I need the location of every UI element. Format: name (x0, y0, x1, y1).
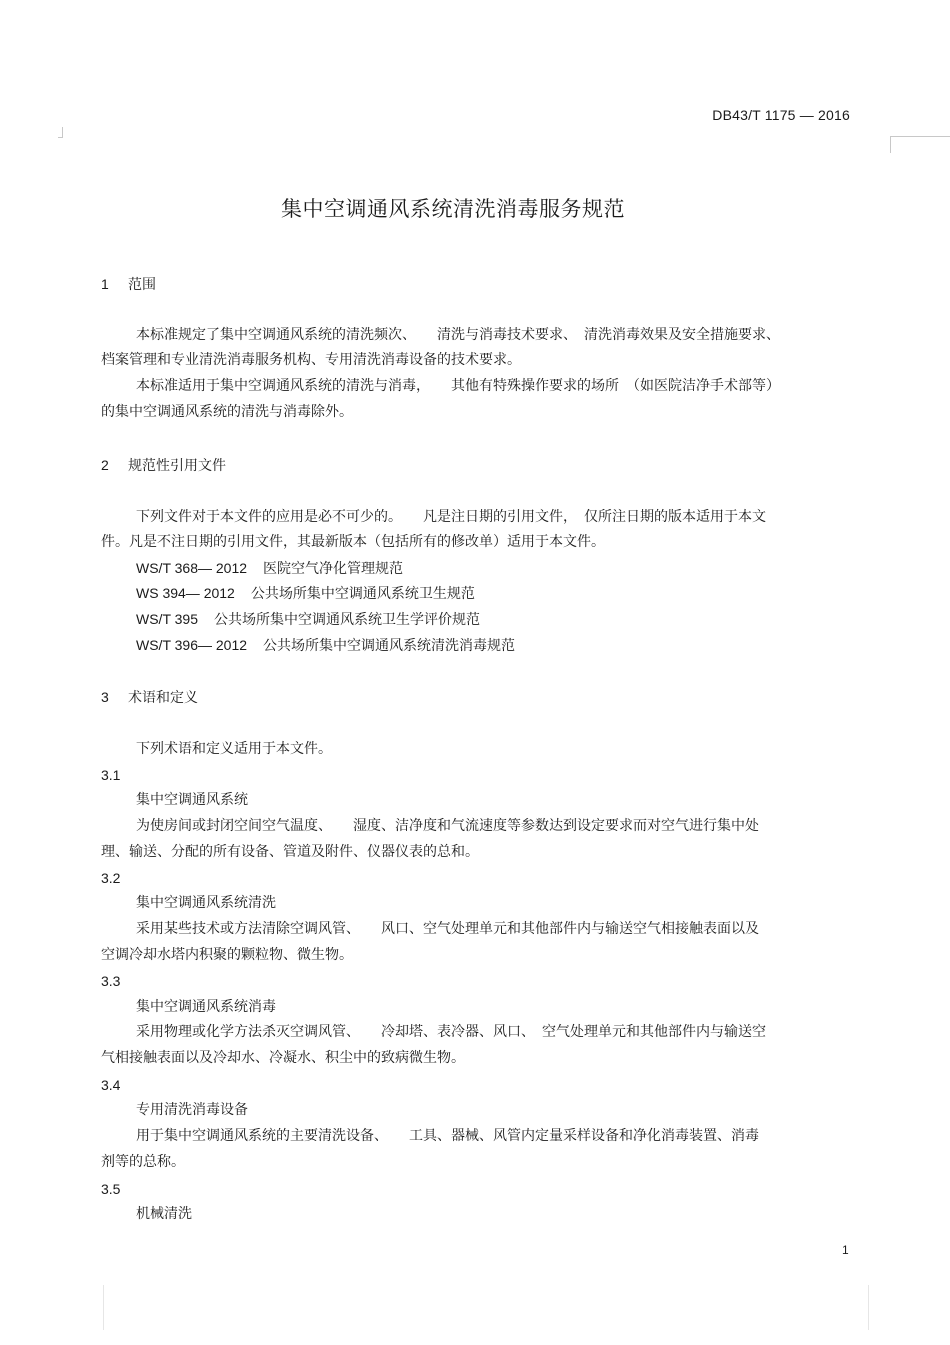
document-title: 集中空调通风系统清洗消毒服务规范 (281, 197, 625, 221)
term-definition-line: 采用某些技术或方法清除空调风管、 风口、空气处理单元和其他部件内与输送空气相接触表面以及 (136, 921, 759, 937)
term-name: 集中空调通风系统消毒 (136, 999, 276, 1015)
term-name: 机械清洗 (136, 1206, 192, 1222)
reference-item (136, 559, 403, 578)
section-number: 2 (101, 457, 109, 473)
paragraph-line: 的集中空调通风系统的清洗与消毒除外。 (101, 404, 353, 420)
term-definition-line: 理、输送、分配的所有设备、管道及附件、仪器仪表的总和。 (101, 844, 479, 860)
page-number: 1 (842, 1243, 849, 1257)
term-definition-line: 气相接触表面以及冷却水、冷凝水、积尘中的致病微生物。 (101, 1050, 465, 1066)
reference-title: 公共场所集中空调通风系统清洗消毒规范 (263, 638, 516, 654)
term-definition-line: 用于集中空调通风系统的主要清洗设备、 工具、器械、风管内定量采样设备和净化消毒装置、消毒 (136, 1128, 759, 1144)
reference-code: WS 394— 2012 (136, 585, 235, 601)
reference-code: WS/T 368— 2012 (136, 560, 248, 576)
term-definition-line: 为使房间或封闭空间空气温度、 湿度、洁净度和气流速度等参数达到设定要求而对空气进行集中处 (136, 818, 759, 834)
paragraph-line: 档案管理和专业清洗消毒服务机构、专用清洗消毒设备的技术要求。 (101, 352, 521, 368)
paragraph-line: 本标准规定了集中空调通风系统的清洗频次、 清洗与消毒技术要求、 清洗消毒效果及安全措施要求、 (136, 327, 780, 343)
paragraph-line: 下列术语和定义适用于本文件。 (136, 741, 332, 757)
reference-item (136, 584, 475, 603)
section-3-heading (101, 688, 198, 707)
reference-item (136, 636, 515, 655)
section-title: 规范性引用文件 (128, 458, 226, 474)
crop-mark-left (58, 127, 63, 138)
reference-title: 公共场所集中空调通风系统卫生规范 (250, 586, 475, 602)
reference-title: 公共场所集中空调通风系统卫生学评价规范 (214, 612, 480, 628)
term-name: 集中空调通风系统 (136, 792, 248, 808)
reference-item (136, 610, 480, 629)
section-1-heading (101, 275, 156, 294)
paragraph-line: 件。凡是不注日期的引用文件，其最新版本（包括所有的修改单）适用于本文件。 (101, 534, 605, 550)
paragraph-line: 下列文件对于本文件的应用是必不可少的。 凡是注日期的引用文件， 仅所注日期的版本适用于本文 (136, 509, 766, 525)
term-definition-line: 剂等的总称。 (101, 1154, 185, 1170)
reference-title: 医院空气净化管理规范 (263, 561, 404, 577)
paragraph-line: 本标准适用于集中空调通风系统的清洗与消毒， 其他有特殊操作要求的场所 （如医院洁净手术部等） (136, 378, 780, 394)
term-name: 集中空调通风系统清洗 (136, 895, 276, 911)
reference-code: WS/T 395 (136, 611, 198, 627)
document-code: DB43/T 1175 — 2016 (712, 107, 850, 123)
section-title: 范围 (128, 277, 156, 293)
page-edge-mark-left (103, 1285, 104, 1330)
term-number: 3.4 (101, 1077, 121, 1093)
section-title: 术语和定义 (128, 690, 198, 706)
term-number: 3.2 (101, 870, 121, 886)
section-number: 3 (101, 689, 109, 705)
term-number: 3.1 (101, 767, 121, 783)
section-2-heading (101, 456, 226, 475)
reference-code: WS/T 396— 2012 (136, 637, 248, 653)
term-number: 3.5 (101, 1181, 121, 1197)
term-number: 3.3 (101, 973, 121, 989)
crop-mark-right (890, 136, 950, 153)
term-definition-line: 采用物理或化学方法杀灭空调风管、 冷却塔、表冷器、风口、 空气处理单元和其他部件内与输送空 (136, 1024, 766, 1040)
term-definition-line: 空调冷却水塔内积聚的颗粒物、微生物。 (101, 947, 353, 963)
section-number: 1 (101, 276, 109, 292)
term-name: 专用清洗消毒设备 (136, 1102, 248, 1118)
page-edge-mark-right (868, 1285, 869, 1330)
